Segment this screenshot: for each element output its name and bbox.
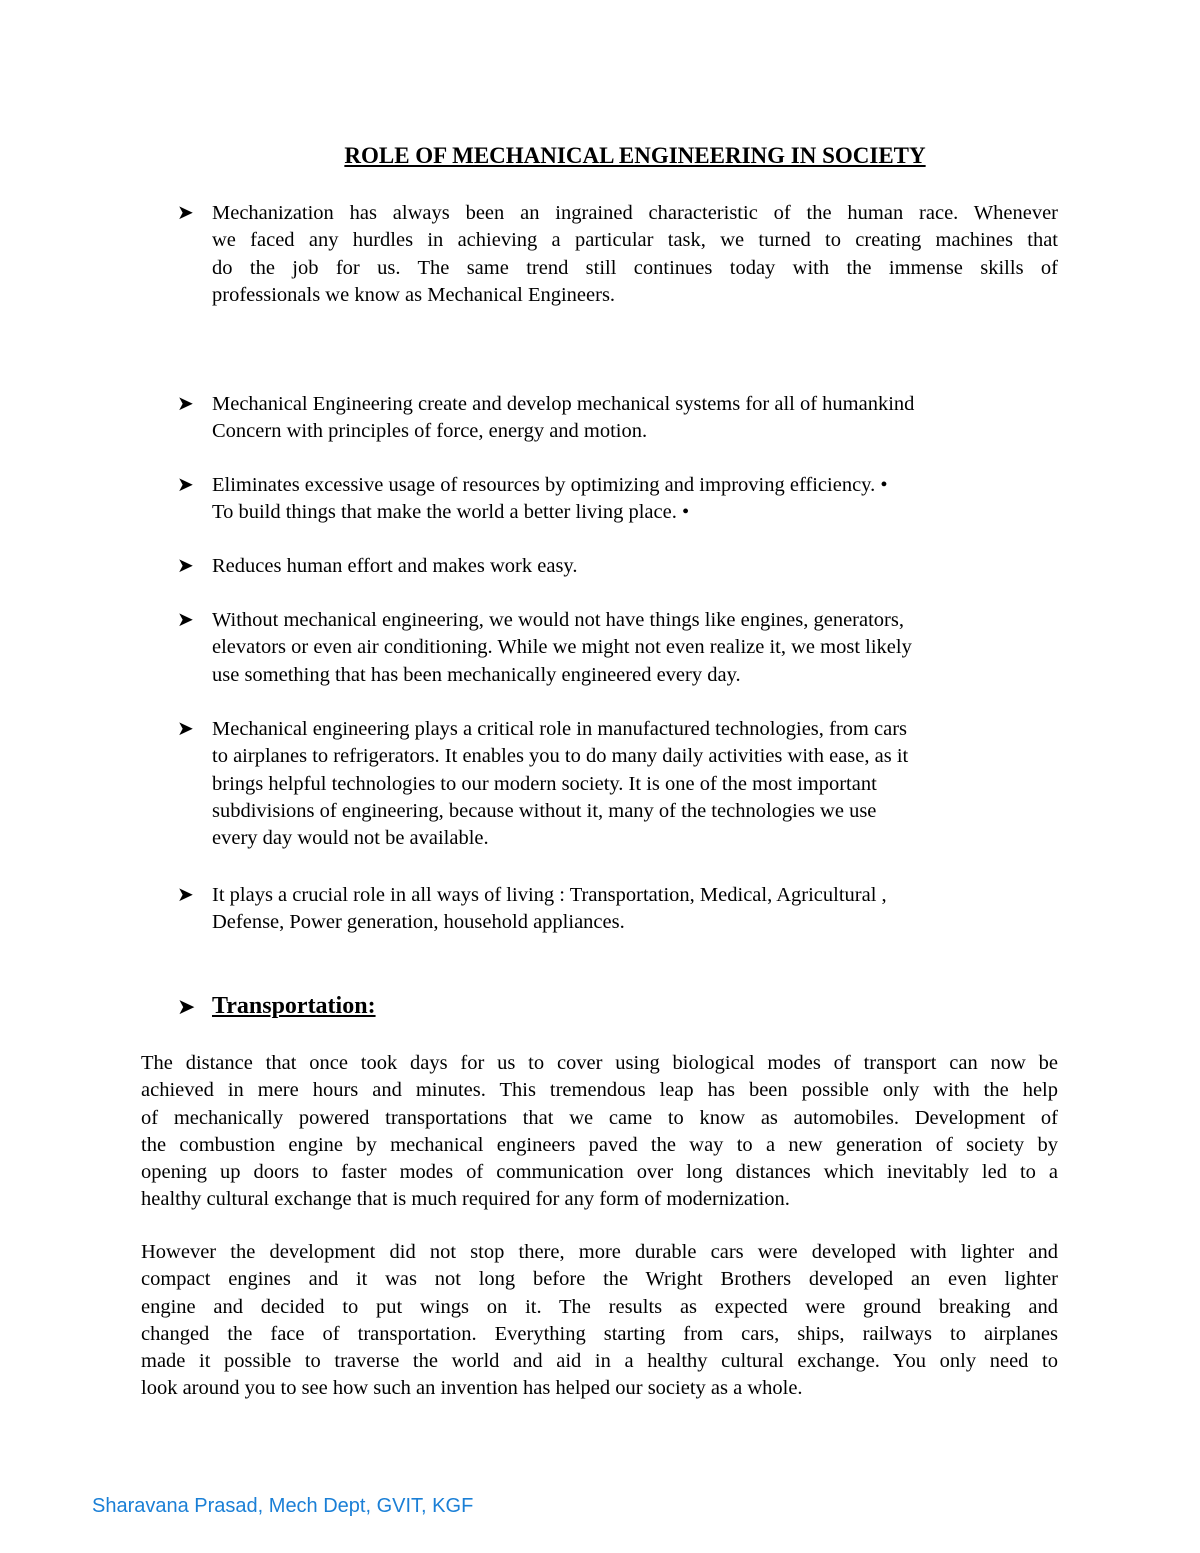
- bullet-item: [212, 882, 1058, 937]
- bullet-line: professionals we know as Mechanical Engineers.: [212, 283, 616, 306]
- bullet-line: Mechanical Engineering create and develop mechanical systems for all of humankind: [212, 393, 915, 415]
- paragraph: [141, 1050, 1058, 1214]
- bullet-line: Defense, Power generation, household appliances.: [212, 911, 625, 934]
- paragraph-line: opening up doors to faster modes of communication over long distances which inevitably led to a: [141, 1161, 1058, 1184]
- bullet-line: brings helpful technologies to our modern society. It is one of the most important: [212, 772, 877, 795]
- arrowhead-bullet-icon: ➤: [177, 555, 194, 577]
- arrowhead-bullet-icon: ➤: [177, 718, 194, 740]
- bullet-line: Reduces human effort and makes work easy.: [212, 555, 578, 577]
- bullet-line: do the job for us. The same trend still continues today with the immense skills of: [212, 256, 1058, 279]
- bullet-line: to airplanes to refrigerators. It enables you to do many daily activities with ease, as it: [212, 745, 909, 768]
- paragraph-line: healthy cultural exchange that is much required for any form of modernization.: [141, 1188, 790, 1211]
- paragraph-line: engine and decided to put wings on it. The results as expected were ground breaking and: [141, 1295, 1058, 1318]
- bullet-line: Mechanical engineering plays a critical role in manufactured technologies, from cars: [212, 718, 907, 740]
- bullet-line: Mechanization has always been an ingrained characteristic of the human race. Whenever: [212, 202, 1058, 224]
- paragraph-line: of mechanically powered transportations that we came to know as automobiles. Development of: [141, 1106, 1058, 1129]
- bullet-item: [212, 716, 1058, 852]
- bullet-line: Without mechanical engineering, we would not have things like engines, generators,: [212, 609, 904, 631]
- bullet-line: It plays a crucial role in all ways of living : Transportation, Medical, Agricultural ,: [212, 884, 887, 906]
- bullet-item: [212, 607, 1058, 689]
- bullet-item: [212, 472, 1058, 527]
- bullet-item: [212, 391, 1058, 446]
- bullet-line: Concern with principles of force, energy and motion.: [212, 420, 648, 443]
- arrowhead-bullet-icon: ➤: [177, 609, 194, 631]
- paragraph-line: the combustion engine by mechanical engineers paved the way to a new generation of society by: [141, 1133, 1058, 1156]
- bullet-item: [212, 553, 1058, 580]
- arrowhead-bullet-icon: ➤: [177, 202, 194, 224]
- bullet-line: Eliminates excessive usage of resources by optimizing and improving efficiency. •: [212, 474, 888, 496]
- arrowhead-bullet-icon: ➤: [177, 393, 194, 415]
- paragraph-line: compact engines and it was not long before the Wright Brothers developed an even lighter: [141, 1268, 1058, 1291]
- paragraph-line: look around you to see how such an invention has helped our society as a whole.: [141, 1377, 803, 1400]
- section-heading-transportation: Transportation:: [212, 993, 376, 1019]
- paragraph-line: made it possible to traverse the world and aid in a healthy cultural exchange. You only need to: [141, 1350, 1058, 1373]
- paragraph-line: achieved in mere hours and minutes. This tremendous leap has been possible only with the help: [141, 1079, 1058, 1102]
- bullet-line: use something that has been mechanically engineered every day.: [212, 663, 741, 686]
- arrowhead-bullet-icon: ➤: [177, 994, 196, 1019]
- bullet-line: To build things that make the world a better living place. •: [212, 501, 690, 524]
- bullet-line: we faced any hurdles in achieving a particular task, we turned to creating machines that: [212, 229, 1058, 252]
- bullet-line: elevators or even air conditioning. While we might not even realize it, we most likely: [212, 636, 912, 659]
- paragraph-line: The distance that once took days for us to cover using biological modes of transport can now be: [141, 1052, 1058, 1074]
- arrowhead-bullet-icon: ➤: [177, 474, 194, 496]
- bullet-line: subdivisions of engineering, because without it, many of the technologies we use: [212, 799, 877, 822]
- paragraph: [141, 1239, 1058, 1403]
- footer-author: Sharavana Prasad, Mech Dept, GVIT, KGF: [92, 1495, 474, 1517]
- paragraph-line: However the development did not stop there, more durable cars were developed with lighter and: [141, 1241, 1058, 1263]
- paragraph-line: changed the face of transportation. Everything starting from cars, ships, railways to airplanes: [141, 1322, 1058, 1345]
- document-title: ROLE OF MECHANICAL ENGINEERING IN SOCIETY: [344, 143, 926, 168]
- bullet-item: [212, 200, 1058, 309]
- arrowhead-bullet-icon: ➤: [177, 884, 194, 906]
- bullet-line: every day would not be available.: [212, 827, 489, 850]
